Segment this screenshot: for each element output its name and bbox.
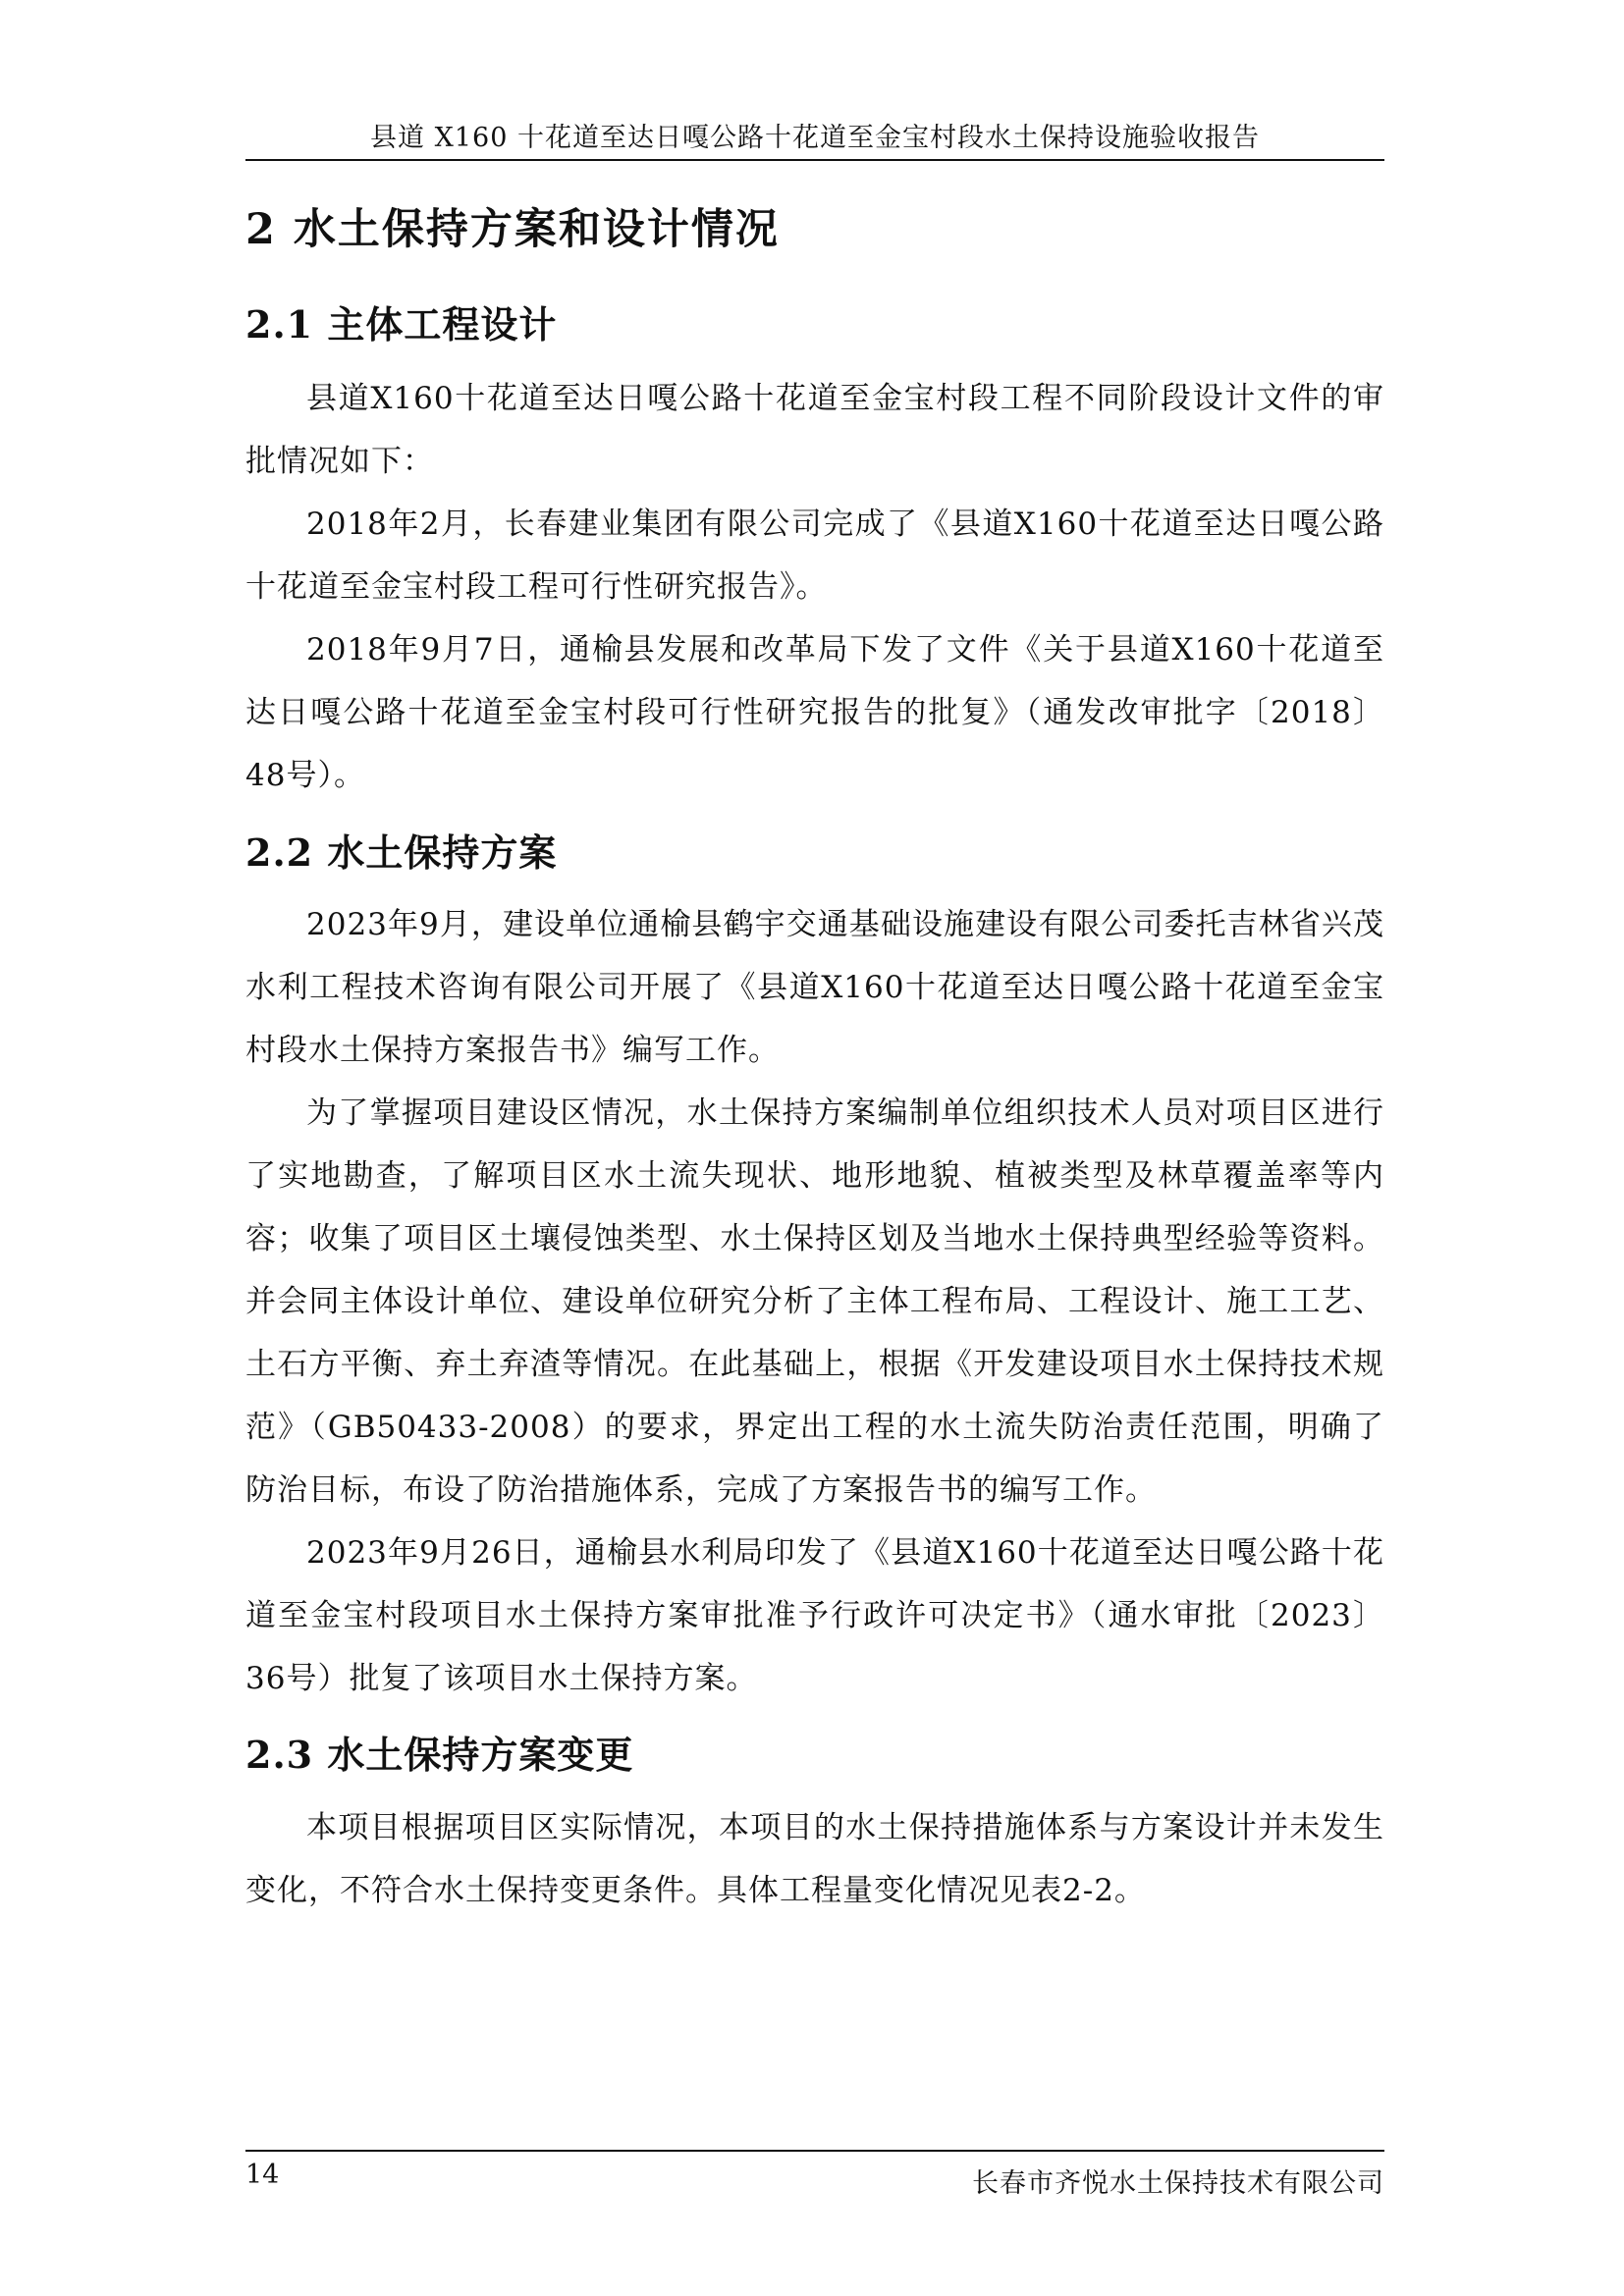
running-header: 县道 X160 十花道至达日嘎公路十花道至金宝村段水土保持设施验收报告: [370, 123, 1260, 153]
paragraph: 2023年9月，建设单位通榆县鹤宇交通基础设施建设有限公司委托吉林省兴茂水利工程技术咨询有限公司开展了《县道X160十花道至达日嘎公路十花道至金宝村段水土保持方案报告书》编写工作。: [245, 907, 1384, 1068]
paragraph: 2023年9月26日，通榆县水利局印发了《县道X160十花道至达日嘎公路十花道至金宝村段项目水土保持方案审批准予行政许可决定书》（通水审批〔2023〕36号）批复了该项目水土保持方案。: [245, 1535, 1384, 1696]
section-heading-2-1: 2.1 主体工程设计: [245, 302, 558, 347]
section-heading-2-3: 2.3 水土保持方案变更: [245, 1733, 634, 1777]
footer-divider: [245, 2150, 1384, 2152]
chapter-title: 2 水土保持方案和设计情况: [245, 205, 780, 254]
paragraph: 2018年2月，长春建业集团有限公司完成了《县道X160十花道至达日嘎公路十花道至金宝村段工程可行性研究报告》。: [245, 507, 1384, 605]
paragraph: 县道X160十花道至达日嘎公路十花道至金宝村段工程不同阶段设计文件的审批情况如下：: [245, 381, 1384, 479]
paragraph: 2018年9月7日，通榆县发展和改革局下发了文件《关于县道X160十花道至达日嘎公路十花道至金宝村段可行性研究报告的批复》（通发改审批字〔2018〕48号）。: [245, 632, 1384, 793]
page-number: 14: [245, 2160, 280, 2190]
section-heading-2-2: 2.2 水土保持方案: [245, 830, 558, 875]
footer-company: 长春市齐悦水土保持技术有限公司: [972, 2168, 1384, 2199]
paragraph: 为了掌握项目建设区情况，水土保持方案编制单位组织技术人员对项目区进行了实地勘查，了解项目区水土流失现状、地形地貌、植被类型及林草覆盖率等内容；收集了项目区土壤侵蚀类型、水土保持区划及当地水土保持典型经验等资料。并会同主体设计单位、建设单位研究分析了主体工程布局、工程设计、施工工艺、土石方平衡、弃土弃渣等情况。在此基础上，根据《开发建设项目水土保持技术规范》（GB50433-2008）的要求，界定出工程的水土流失防治责任范围，明确了防治目标，布设了防治措施体系，完成了方案报告书的编写工作。: [245, 1095, 1384, 1508]
header-divider: [245, 159, 1384, 161]
paragraph: 本项目根据项目区实际情况，本项目的水土保持措施体系与方案设计并未发生变化，不符合水土保持变更条件。具体工程量变化情况见表2-2。: [245, 1810, 1384, 1908]
